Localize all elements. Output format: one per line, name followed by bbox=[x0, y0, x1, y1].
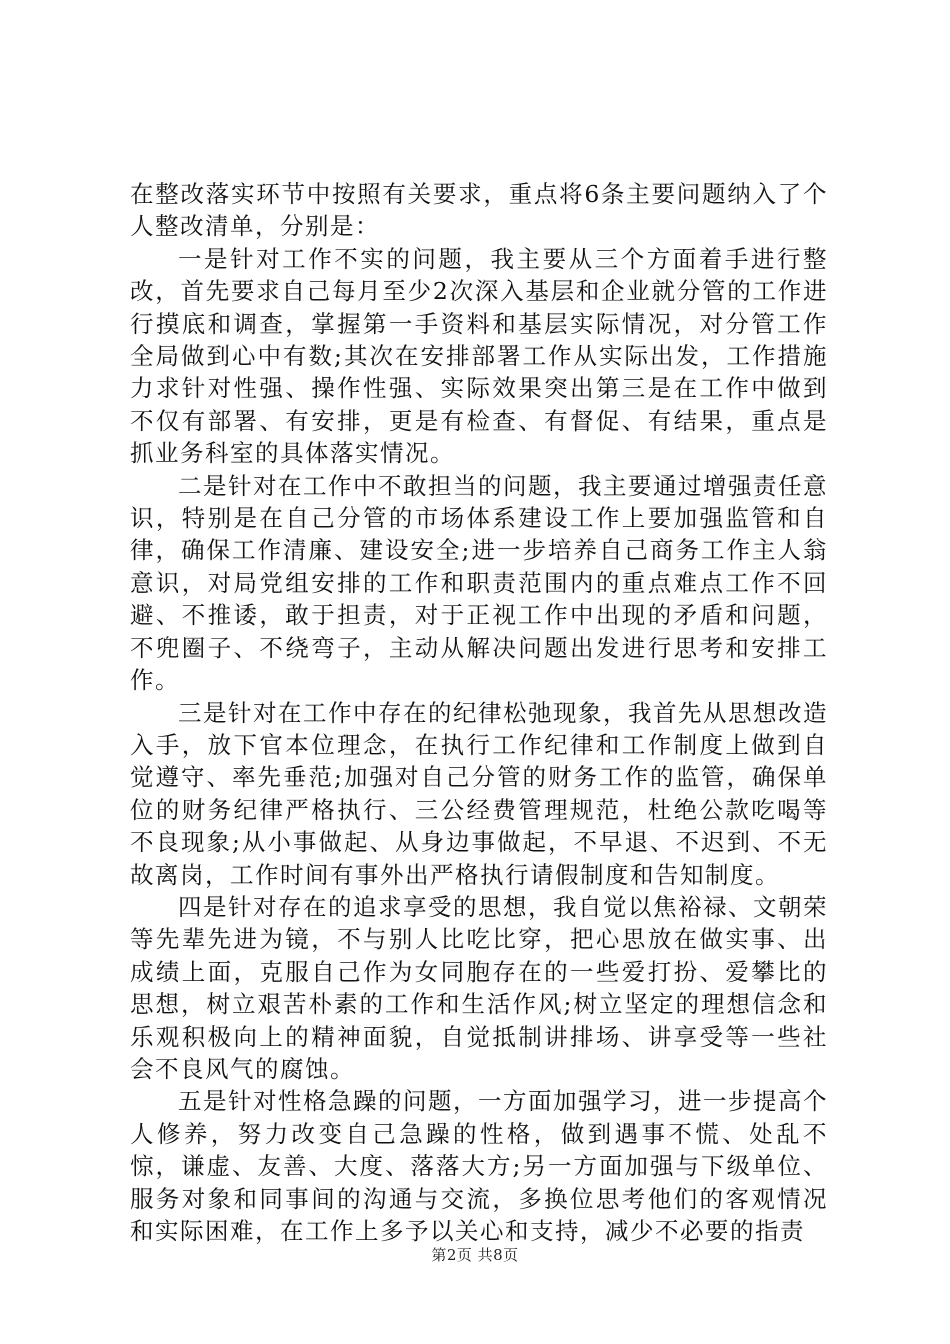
page-footer: 第2页 共8页 bbox=[431, 1246, 519, 1264]
paragraph-item-1: 一是针对工作不实的问题，我主要从三个方面着手进行整改，首先要求自己每月至少2次深入基层和企业就分管的工作进行摸底和调查，掌握第一手资料和基层实际情况，对分管工作全局做到心中有数;其次在安排部署工作从实际出发，工作措施力求针对性强、操作性强、实际效果突出第三是在工作中做到不仅有部署、有安排，更是有检查、有督促、有结果，重点是抓业务科室的具体落实情况。 bbox=[130, 244, 828, 468]
paragraph-item-3: 三是针对在工作中存在的纪律松弛现象，我首先从思想改造入手，放下官本位理念，在执行工作纪律和工作制度上做到自觉遵守、率先垂范;加强对自己分管的财务工作的监管，确保单位的财务纪律严格执行、三公经费管理规范，杜绝公款吃喝等不良现象;从小事做起、从身边事做起，不早退、不迟到、不无故离岗，工作时间有事外出严格执行请假制度和告知制度。 bbox=[130, 698, 828, 889]
paragraph-intro: 在整改落实环节中按照有关要求，重点将6条主要问题纳入了个人整改清单，分别是： bbox=[130, 180, 828, 241]
paragraph-item-5: 五是针对性格急躁的问题，一方面加强学习，进一步提高个人修养，努力改变自己急躁的性格，做到遇事不慌、处乱不惊，谦虚、友善、大度、落落大方;另一方面加强与下级单位、服务对象和同事间的沟通与交流，多换位思考他们的客观情况和实际困难，在工作上多予以关心和支持，减少不必要的指责 bbox=[130, 1087, 828, 1245]
document-body bbox=[130, 178, 828, 1247]
paragraph-item-4: 四是针对存在的追求享受的思想，我自觉以焦裕禄、文朝荣等先辈先进为镜，不与别人比吃比穿，把心思放在做实事、出成绩上面，克服自己作为女同胞存在的一些爱打扮、爱攀比的思想，树立艰苦朴素的工作和生活作风;树立坚定的理想信念和乐观积极向上的精神面貌，自觉抵制讲排场、讲享受等一些社会不良风气的腐蚀。 bbox=[130, 892, 828, 1083]
paragraph-item-2: 二是针对在工作中不敢担当的问题，我主要通过增强责任意识，特别是在自己分管的市场体系建设工作上要加强监管和自律，确保工作清廉、建设安全;进一步培养自己商务工作主人翁意识，对局党组安排的工作和职责范围内的重点难点工作不回避、不推诿，敢于担责，对于正视工作中出现的矛盾和问题，不兜圈子、不绕弯子，主动从解决问题出发进行思考和安排工作。 bbox=[130, 471, 828, 695]
